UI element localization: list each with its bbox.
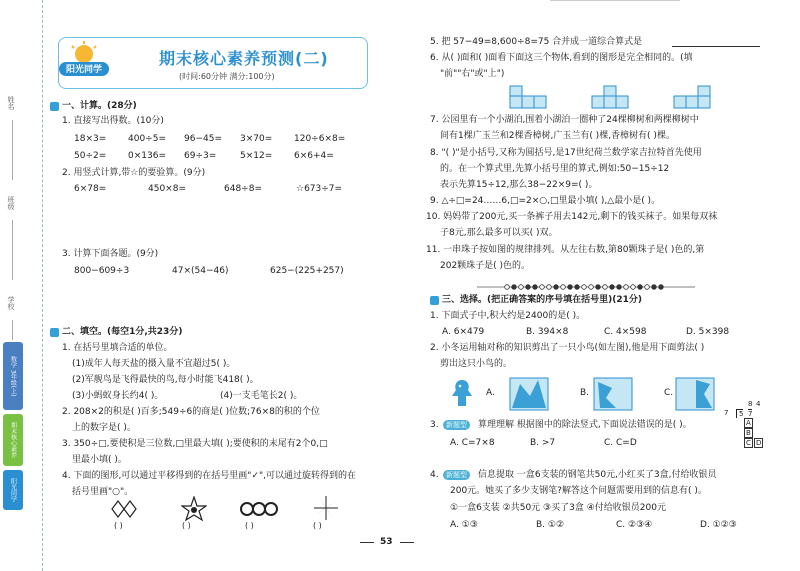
q8b: 的。在一个算式里,先算小括号里的算式,例如:50−15÷12: [440, 164, 670, 174]
c3-text: 算理理解 根据图中的除法竖式,下面说法错误的是( )。: [478, 420, 692, 430]
series-tag: 阳光同学: [3, 470, 23, 510]
book-tag: 期末核心素养: [3, 414, 23, 466]
c2a: 2. 小冬运用轴对称的知识剪出了一只小鸟(如左图),他是用下面剪法( ): [430, 343, 705, 353]
page-number-rule: [400, 542, 414, 543]
class-line: [12, 220, 13, 280]
q1-1: 1. 直接写出得数。(10分): [62, 116, 164, 126]
q2-1a: (1)成年人每天盐的摄入量不宜超过5( )。: [72, 359, 236, 369]
calc-cell: 3×70=: [240, 134, 273, 144]
q6a: 6. 从( )面和( )面看下面这三个物体,看到的图形是完全相同的。(填: [430, 53, 693, 63]
q2-3b: 里最小填( )。: [72, 455, 127, 465]
cube-stack-2: [590, 84, 634, 110]
c1: 1. 下面式子中,积大约是2400的是( )。: [430, 311, 586, 321]
pinwheel-figure: [313, 495, 339, 521]
section-icon: [50, 328, 59, 337]
c3-option[interactable]: C. C=D: [604, 438, 637, 448]
c2-option-label[interactable]: B.: [580, 388, 590, 398]
name-line: [12, 120, 13, 180]
vertical-calc: 648÷8=: [224, 184, 262, 194]
q2-1c: (3)小蚂蚁身长约4( )。: [72, 391, 164, 401]
q1-2: 2. 用竖式计算,带☆的要验算。(9分): [62, 168, 206, 178]
calc-cell: 6×6+4=: [294, 151, 334, 161]
fold-option-c: [674, 374, 718, 412]
division-digit: 7: [724, 409, 729, 417]
calc-cell: 18×3=: [74, 134, 107, 144]
section-icon: [430, 296, 439, 305]
bead-string: [477, 284, 695, 290]
diamond-pattern-figure: [110, 498, 140, 520]
division-digit: 5: [736, 409, 743, 418]
q7b: 间有1棵广玉兰和2棵香樟树,广玉兰有( )棵,香樟树有( )棵。: [440, 131, 675, 141]
q6b: "前""右"或"上"): [440, 69, 505, 79]
calc-cell: 120÷6×8=: [294, 134, 346, 144]
c2-option-label[interactable]: A.: [486, 388, 495, 398]
mixed-calc: 47×(54−46): [172, 266, 229, 276]
c2b: 剪出这只小鸟的。: [440, 359, 513, 369]
q2-1b: (2)军舰鸟是飞得最快的鸟,每小时能飞418( )。: [72, 375, 259, 385]
division-box: C: [746, 439, 751, 447]
division-digit: 4: [756, 400, 761, 408]
c4a: 信息提取 一盒6支装的钢笔共50元,小红买了3盒,付给收银员: [478, 470, 717, 480]
page-number: 53: [380, 537, 393, 547]
cube-stack-1: [508, 84, 552, 110]
fold-option-a: [508, 374, 552, 412]
calc-cell: 5×12=: [240, 151, 273, 161]
q10a: 10. 妈妈带了200元,买一条裤子用去142元,剩下的钱买袜子。如果每双袜: [426, 212, 718, 222]
rings-figure: [240, 500, 278, 518]
binding-sidebar: [0, 0, 43, 571]
calc-cell: 50÷2=: [74, 151, 107, 161]
logo-text: 阳光同学: [65, 65, 103, 75]
division-digit: 8: [748, 400, 753, 408]
c3-number: 3.: [430, 420, 439, 430]
answer-paren[interactable]: ( ): [114, 521, 123, 530]
bird-figure: [450, 376, 474, 410]
c1-option[interactable]: A. 6×479: [442, 327, 485, 337]
c4-number: 4.: [430, 470, 439, 480]
page-title: 期末核心素养预测(二): [159, 49, 329, 68]
cube-stack-3: [672, 84, 716, 110]
page-number-rule: [360, 542, 374, 543]
mixed-calc: 625−(225+257): [270, 266, 344, 276]
vertical-calc: 6×78=: [74, 184, 107, 194]
q2-4b: 括号里画"○"。: [72, 487, 134, 497]
answer-paren[interactable]: ( ): [182, 521, 191, 530]
school-label: 学校: [7, 296, 15, 310]
c1-option[interactable]: D. 5×398: [686, 327, 730, 337]
c3-option[interactable]: A. C=7×8: [450, 438, 495, 448]
q1-3: 3. 计算下面各题。(9分): [62, 249, 159, 259]
section-3-title: 三、选择。(把正确答案的序号填在括号里)(21分): [442, 295, 642, 305]
q5: 5. 把 57−49=8,600÷8=75 合并成一道综合算式是: [430, 37, 643, 47]
q8c: 表示先算15÷12,那么38−22×9=( )。: [440, 180, 598, 190]
section-2-title: 二、填空。(每空1分,共23分): [62, 327, 183, 337]
q2-3a: 3. 350÷□,要使积是三位数,□里最大填( );要使积的末尾有2个0,□: [62, 439, 328, 449]
q11a: 11. 一串珠子按如图的规律排列。从左往右数,第80颗珠子是( )色的,第: [426, 245, 705, 255]
c2-option-label[interactable]: C.: [664, 388, 674, 398]
c4-option[interactable]: B. ①②: [536, 520, 565, 530]
q2-2b: 上的数字是( )。: [72, 423, 136, 433]
sunshine-logo: [57, 40, 111, 78]
c4-option[interactable]: D. ①②③: [700, 520, 737, 530]
q10b: 子8元,那么最多可以买( )双。: [440, 228, 558, 238]
c1-option[interactable]: B. 394×8: [526, 327, 569, 337]
q7a: 7. 公园里有一个小湖泊,围着小湖泊一圈种了24棵柳树和两棵柳树中: [430, 115, 699, 125]
c4-option[interactable]: A. ①③: [450, 520, 478, 530]
c4c: ①一盒6支装 ②共50元 ③买了3盒 ④付给收银员200元: [450, 503, 666, 513]
q9: 9. △÷□=24……6,□=2×○,□里最小填( ),△最小是( )。: [430, 196, 661, 206]
division-digit: 7: [748, 410, 753, 418]
mixed-calc: 800−609÷3: [74, 266, 130, 276]
c1-option[interactable]: C. 4×598: [604, 327, 647, 337]
calc-cell: 96−45=: [184, 134, 222, 144]
calc-cell: 400÷5=: [128, 134, 166, 144]
class-label: 班级: [7, 196, 15, 210]
division-box: B: [746, 429, 751, 437]
calc-cell: 69÷3=: [184, 151, 217, 161]
q11b: 202颗珠子是( )色的。: [440, 261, 531, 271]
new-type-badge: 新题型: [443, 420, 470, 430]
grade-tag: 数学 3年级(上): [3, 342, 23, 410]
star-figure: [181, 496, 207, 522]
calc-cell: 0×136=: [128, 151, 166, 161]
q2-1d: (4)一支毛笔长2( )。: [220, 391, 303, 401]
q8a: 8. "( )"是小括号,又称为圆括号,是17世纪荷兰数学家吉拉特首先使用: [430, 148, 702, 158]
division-box: D: [756, 439, 762, 447]
section-1-title: 一、计算。(28分): [62, 101, 137, 111]
title-box: [58, 37, 368, 89]
page-subtitle: (时间:60分钟 满分:100分): [179, 72, 275, 81]
q2-1: 1. 在括号里填合适的单位。: [62, 343, 173, 353]
c4-option[interactable]: C. ②③④: [616, 520, 653, 530]
long-division-figure: [722, 400, 768, 450]
fold-option-b: [592, 374, 636, 412]
new-type-badge: 新题型: [443, 470, 470, 480]
q2-2a: 2. 208×2的积是( )百多;549÷6的商是( )位数;76×8的积的个位: [62, 407, 320, 417]
answer-paren[interactable]: ( ): [245, 521, 254, 530]
answer-paren[interactable]: ( ): [313, 521, 322, 530]
school-line: [12, 320, 13, 340]
top-rule: [550, 0, 680, 1]
c4b: 200元。她买了多少支钢笔?解答这个问题需要用到的信息有( )。: [450, 486, 707, 496]
c3-option[interactable]: B. >7: [530, 438, 556, 448]
vertical-calc: 450×8=: [148, 184, 186, 194]
answer-line[interactable]: [672, 46, 760, 47]
division-box: A: [746, 419, 751, 427]
name-label: 姓名: [7, 96, 15, 110]
q2-4a: 4. 下面的图形,可以通过平移得到的在括号里画"✓",可以通过旋转得到的在: [62, 471, 356, 481]
vertical-calc: ☆673÷7=: [296, 184, 343, 194]
section-icon: [50, 102, 59, 111]
